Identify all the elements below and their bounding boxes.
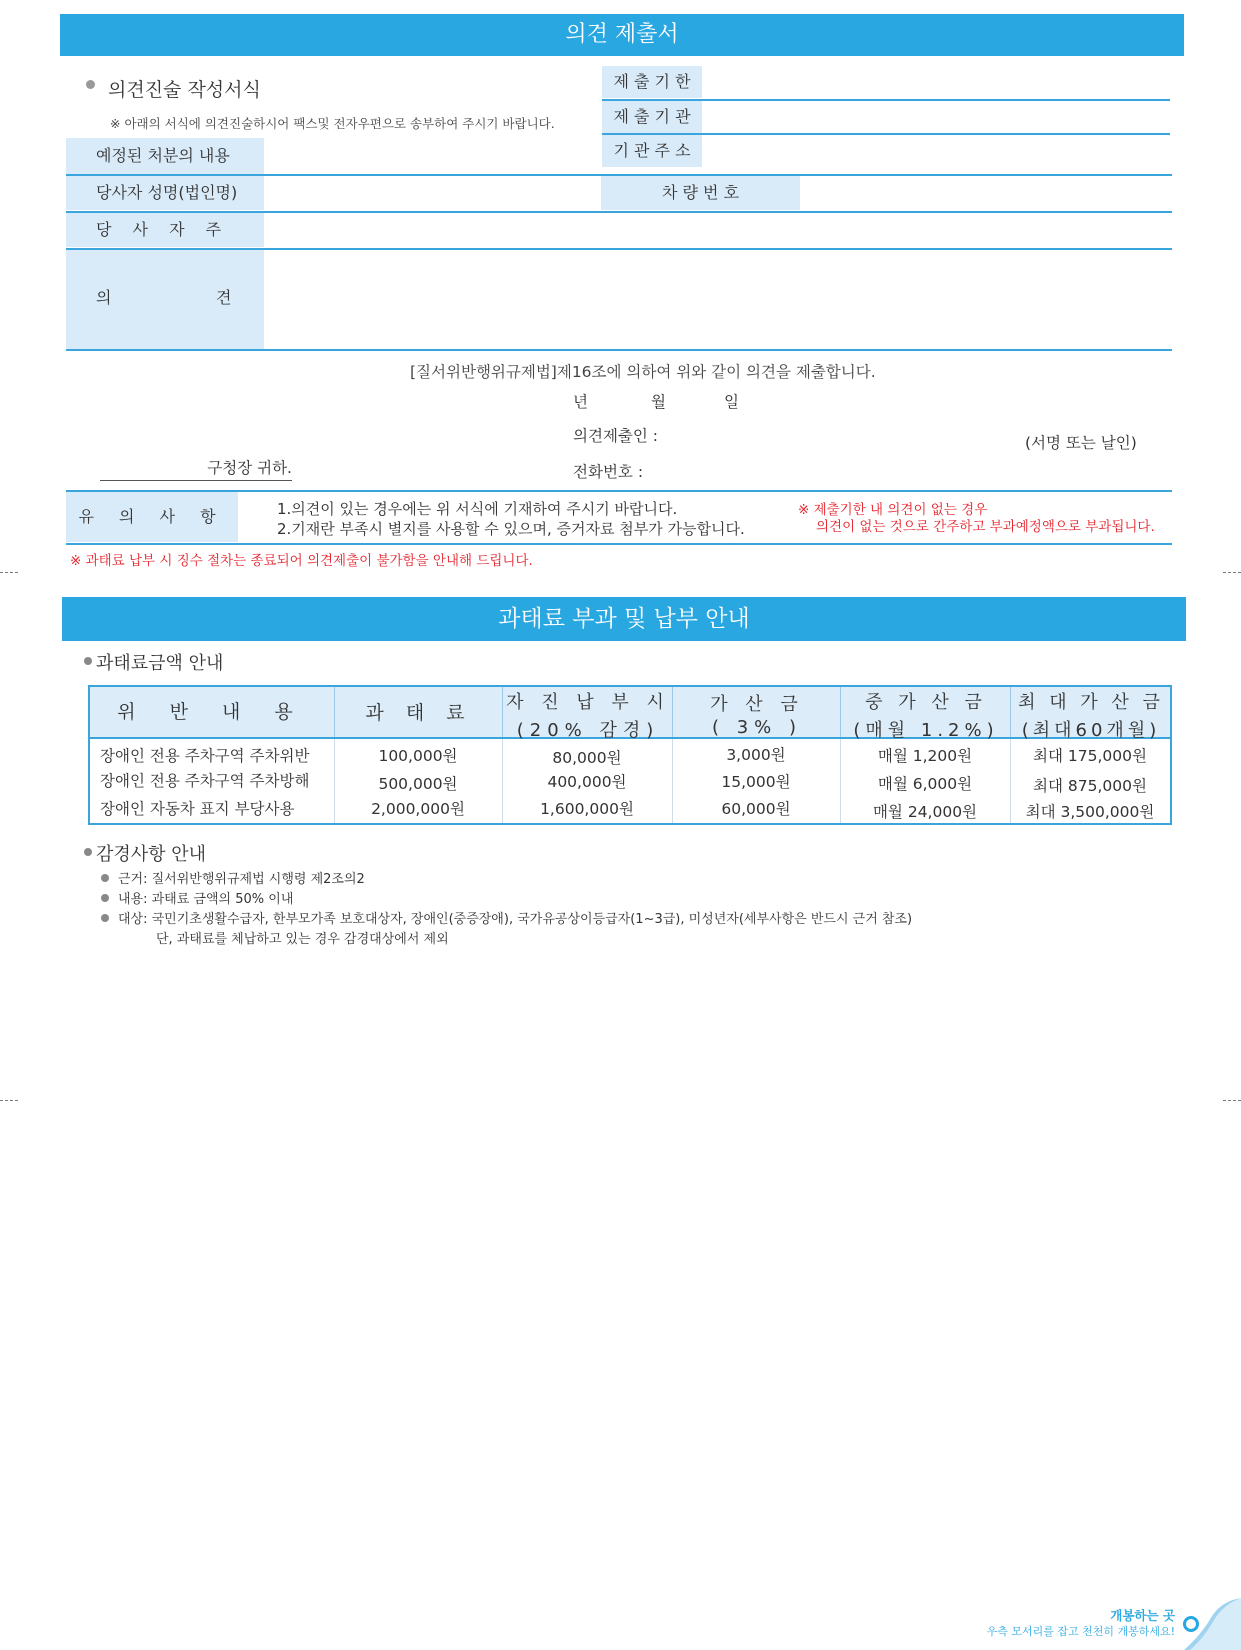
header-cell: 가 산 금 ( 3% ) bbox=[672, 687, 841, 737]
recipient-text: 구청장 귀하. bbox=[100, 456, 292, 481]
reduction-section-title: 감경사항 안내 bbox=[96, 844, 207, 865]
submitter-label: 의견제출인 : bbox=[573, 427, 659, 445]
bullet-dot bbox=[86, 80, 95, 89]
header-cell: 최 대 가 산 금 (최대60개월) bbox=[1010, 687, 1171, 737]
header-cell: 자 진 납 부 시 (20% 감경) bbox=[502, 687, 673, 737]
warning-line1: ※ 제출기한 내 의견이 없는 경우 bbox=[798, 502, 988, 518]
fee-table-header bbox=[90, 687, 1170, 739]
statement-text: [질서위반행위규제법]제16조에 의하여 위와 같이 의견을 제출합니다. bbox=[410, 363, 876, 381]
opinion-form-title-bar bbox=[60, 14, 1184, 56]
party-address-label: 당 사 자 주 bbox=[66, 213, 264, 247]
open-here-subtitle: 우측 모서리를 잡고 천천히 개봉하세요! bbox=[986, 1625, 1175, 1638]
party-name-label: 당사자 성명(법인명) bbox=[66, 176, 264, 210]
instruction-text: ※ 아래의 서식에 의견진술하시어 팩스및 전자우편으로 송부하여 주시기 바랍니다. bbox=[110, 116, 555, 131]
date-year: 년 bbox=[573, 393, 588, 411]
agency-address-field[interactable] bbox=[702, 135, 1170, 167]
table-row: 장애인 전용 주차구역 주차방해 500,000원 400,000원 15,000원 매월 6,000원 최대 875,000원 bbox=[100, 772, 1147, 795]
bullet-dot bbox=[101, 874, 109, 882]
section-title: 의견진술 작성서식 bbox=[108, 79, 261, 101]
header-cell: 중 가 산 금 (매월 1.2%) bbox=[840, 687, 1011, 737]
header-cell: 과 태 료 bbox=[334, 687, 503, 737]
open-here-title: 개봉하는 곳 bbox=[1110, 1608, 1175, 1623]
header-cell: 위 반 내 용 bbox=[117, 701, 307, 723]
bullet-dot bbox=[84, 657, 92, 665]
agency-address-label: 기 관 주 소 bbox=[602, 135, 702, 167]
fee-guide-title: 과태료 부과 및 납부 안내 bbox=[498, 606, 750, 632]
opinion-label: 의 견 bbox=[66, 250, 264, 349]
planned-disposition-field[interactable] bbox=[264, 138, 594, 174]
party-name-field[interactable] bbox=[264, 176, 600, 210]
reduction-item: 내용: 과태료 금액의 50% 이내 bbox=[118, 892, 294, 907]
fee-table bbox=[88, 685, 1172, 825]
party-address-field[interactable] bbox=[264, 213, 1172, 247]
planned-disposition-label: 예정된 처분의 내용 bbox=[66, 138, 264, 174]
deadline-field[interactable] bbox=[702, 66, 1170, 98]
vehicle-number-field[interactable] bbox=[800, 176, 1172, 210]
vehicle-number-label: 차 량 번 호 bbox=[601, 176, 800, 210]
note-item: 1.의견이 있는 경우에는 위 서식에 기재하여 주시기 바랍니다. bbox=[277, 500, 678, 518]
deadline-label: 제 출 기 한 bbox=[602, 66, 702, 98]
opinion-form-title: 의견 제출서 bbox=[565, 22, 679, 47]
bullet-dot bbox=[101, 894, 109, 902]
bullet-dot bbox=[84, 848, 92, 856]
bullet-dot bbox=[101, 914, 109, 922]
page-curl-icon[interactable] bbox=[1184, 1598, 1241, 1650]
table-row: 장애인 전용 주차구역 주차위반 100,000원 80,000원 3,000원 매월 1,200원 최대 175,000원 bbox=[100, 746, 1147, 767]
date-month: 월 bbox=[651, 393, 666, 411]
notes-label: 유 의 사 항 bbox=[66, 492, 238, 542]
agency-label: 제 출 기 관 bbox=[602, 101, 702, 133]
signature-note: (서명 또는 날인) bbox=[1025, 434, 1137, 452]
phone-label: 전화번호 : bbox=[573, 463, 644, 481]
note-item: 2.기재란 부족시 별지를 사용할 수 있으며, 증거자료 첨부가 가능합니다. bbox=[277, 520, 745, 538]
amount-section-title: 과태료금액 안내 bbox=[96, 653, 224, 674]
table-row: 장애인 자동차 표지 부당사용 2,000,000원 1,600,000원 60,000원 매월 24,000원 최대 3,500,000원 bbox=[100, 800, 1155, 821]
reduction-item: 대상: 국민기초생활수급자, 한부모가족 보호대상자, 장애인(중증장애), 국가유공상이등급자(1~3급), 미성년자(세부사항은 반드시 근거 참조) bbox=[118, 912, 913, 927]
reduction-item: 근거: 질서위반행위규제법 시행령 제2조의2 bbox=[118, 872, 365, 887]
warning-line2: 의견이 없는 것으로 간주하고 부과예정액으로 부과됩니다. bbox=[816, 519, 1155, 535]
opinion-field[interactable] bbox=[264, 250, 1172, 349]
agency-field[interactable] bbox=[702, 101, 1170, 133]
date-day: 일 bbox=[724, 393, 739, 411]
fee-guide-title-bar bbox=[62, 597, 1186, 641]
bottom-notice: ※ 과태료 납부 시 징수 절차는 종료되어 의견제출이 불가함을 안내해 드립니다. bbox=[70, 553, 533, 569]
reduction-exception: 단, 과태료를 체납하고 있는 경우 감경대상에서 제외 bbox=[156, 932, 449, 947]
